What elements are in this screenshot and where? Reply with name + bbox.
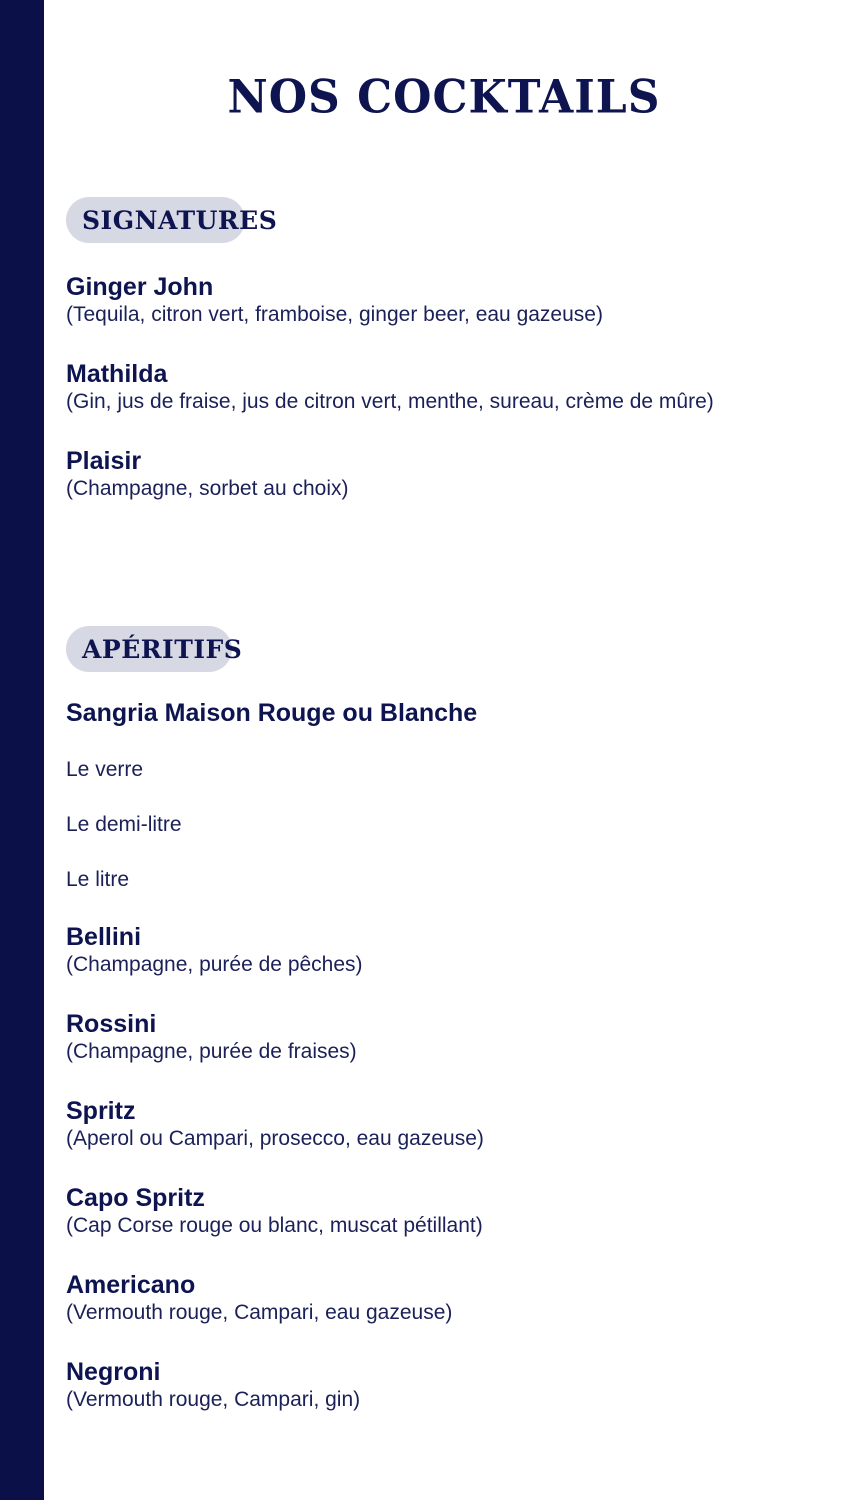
menu-item-description: (Vermouth rouge, Campari, gin) (66, 1388, 361, 1411)
menu-item-description: (Champagne, purée de pêches) (66, 953, 363, 976)
sangria-size-glass: Le verre (66, 758, 144, 781)
menu-item-capo-spritz (66, 1183, 483, 1239)
section-heading-signatures (66, 197, 278, 243)
menu-item-bellini (66, 922, 363, 978)
menu-item-description: (Champagne, purée de fraises) (66, 1040, 357, 1063)
section-heading-label: APÉRITIFS (82, 634, 243, 664)
sangria-size-litre: Le litre (66, 868, 130, 891)
menu-item-mathilda (66, 359, 714, 415)
menu-item-plaisir (66, 446, 349, 502)
section-heading-aperitifs (66, 626, 243, 672)
menu-item-rossini (66, 1009, 357, 1065)
menu-item-americano (66, 1270, 452, 1326)
side-color-band (0, 0, 44, 1500)
menu-item-name: Bellini (66, 923, 142, 951)
menu-item-name: Mathilda (66, 360, 168, 388)
menu-item-name: Negroni (66, 1358, 161, 1386)
menu-item-description: (Tequila, citron vert, framboise, ginger beer, eau gazeuse) (66, 303, 603, 326)
menu-item-ginger-john (66, 272, 603, 328)
menu-item-description: (Cap Corse rouge ou blanc, muscat pétillant) (66, 1214, 483, 1237)
menu-item-name: Plaisir (66, 447, 142, 475)
menu-item-name: Spritz (66, 1097, 136, 1125)
menu-item-sangria (66, 698, 477, 728)
menu-item-description: (Aperol ou Campari, prosecco, eau gazeuse) (66, 1127, 484, 1150)
menu-item-description: (Champagne, sorbet au choix) (66, 477, 349, 500)
menu-item-name: Rossini (66, 1010, 157, 1038)
page-title: NOS COCKTAILS (227, 70, 661, 125)
menu-item-description: (Vermouth rouge, Campari, eau gazeuse) (66, 1301, 453, 1324)
menu-item-name: Ginger John (66, 273, 214, 301)
menu-item-name: Sangria Maison Rouge ou Blanche (66, 699, 478, 727)
menu-item-name: Americano (66, 1271, 196, 1299)
menu-item-name: Capo Spritz (66, 1184, 205, 1212)
menu-item-spritz (66, 1096, 484, 1152)
sangria-size-half-litre: Le demi-litre (66, 813, 182, 836)
menu-item-description: (Gin, jus de fraise, jus de citron vert, menthe, sureau, crème de mûre) (66, 390, 714, 413)
section-heading-label: SIGNATURES (82, 205, 278, 235)
menu-item-negroni (66, 1357, 360, 1413)
